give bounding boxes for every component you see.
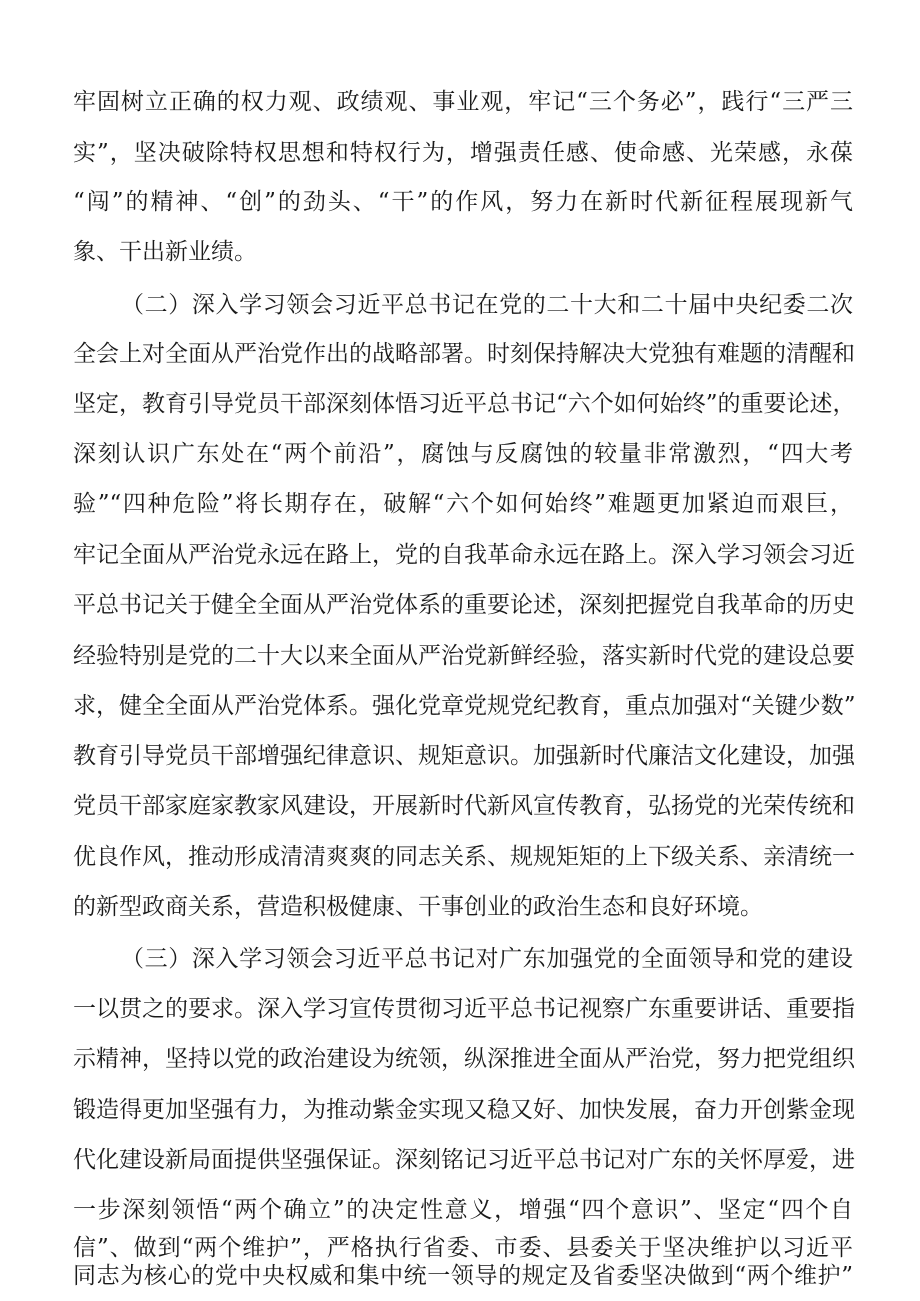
paragraph-heading-3: （三）深入学习领会习近平总书记对广东加强党的全面领导和党的建设	[121, 946, 853, 972]
text-line: 教育引导党员干部增强纪律意识、规矩意识。加强新时代廉洁文化建设，加强	[73, 743, 855, 769]
text-line: 牢固树立正确的权力观、政绩观、事业观，牢记“三个务必”，践行“三严三	[73, 89, 853, 115]
text-line: 一步深刻领悟“两个确立”的决定性意义，增强“四个意识”、坚定“四个自	[73, 1197, 853, 1223]
text-line: 同志为核心的党中央权威和集中统一领导的规定及省委坚决做到“两个维护”	[73, 1263, 853, 1289]
text-line: 牢记全面从严治党永远在路上，党的自我革命永远在路上。深入学习领会习近	[73, 542, 855, 568]
text-line: 党员干部家庭家教家风建设，开展新时代新风宣传教育，弘扬党的光荣传统和	[73, 793, 855, 819]
text-line: 深刻认识广东处在“两个前沿”，腐蚀与反腐蚀的较量非常激烈，“四大考	[73, 441, 853, 467]
text-line: 一以贯之的要求。深入学习宣传贯彻习近平总书记视察广东重要讲话、重要指	[73, 996, 855, 1022]
text-line: 求，健全全面从严治党体系。强化党章党规党纪教育，重点加强对“关键少数”	[73, 693, 856, 719]
text-line: 示精神，坚持以党的政治建设为统领，纵深推进全面从严治党，努力把党组织	[73, 1046, 855, 1072]
text-line: 坚定，教育引导党员干部深刻体悟习近平总书记“六个如何始终”的重要论述，	[73, 391, 856, 417]
text-line: 的新型政商关系，营造积极健康、干事创业的政治生态和良好环境。	[73, 894, 763, 920]
text-line: 锻造得更加坚强有力，为推动紫金实现又稳又好、加快发展，奋力开创紫金现	[73, 1097, 855, 1123]
text-line: 信”、做到“两个维护”，严格执行省委、市委、县委关于坚决维护以习近平	[73, 1235, 853, 1261]
text-line: 验”“四种危险”将长期存在，破解“六个如何始终”难题更加紧迫而艰巨，	[73, 491, 853, 517]
text-line: 经验特别是党的二十大以来全面从严治党新鲜经验，落实新时代党的建设总要	[73, 643, 855, 669]
text-line: 代化建设新局面提供坚强保证。深刻铭记习近平总书记对广东的关怀厚爱，进	[73, 1147, 855, 1173]
text-line: “闯”的精神、“创”的劲头、“干”的作风，努力在新时代新征程展现新气	[73, 189, 853, 215]
paragraph-heading-2: （二）深入学习领会习近平总书记在党的二十大和二十届中央纪委二次	[121, 292, 853, 318]
text-line: 优良作风，推动形成清清爽爽的同志关系、规规矩矩的上下级关系、亲清统一	[73, 844, 855, 870]
text-line: 象、干出新业绩。	[73, 239, 257, 265]
text-line: 平总书记关于健全全面从严治党体系的重要论述，深刻把握党自我革命的历史	[73, 592, 855, 618]
text-line: 全会上对全面从严治党作出的战略部署。时刻保持解决大党独有难题的清醒和	[73, 341, 855, 367]
text-line: 实”，坚决破除特权思想和特权行为，增强责任感、使命感、光荣感，永葆	[73, 140, 853, 166]
